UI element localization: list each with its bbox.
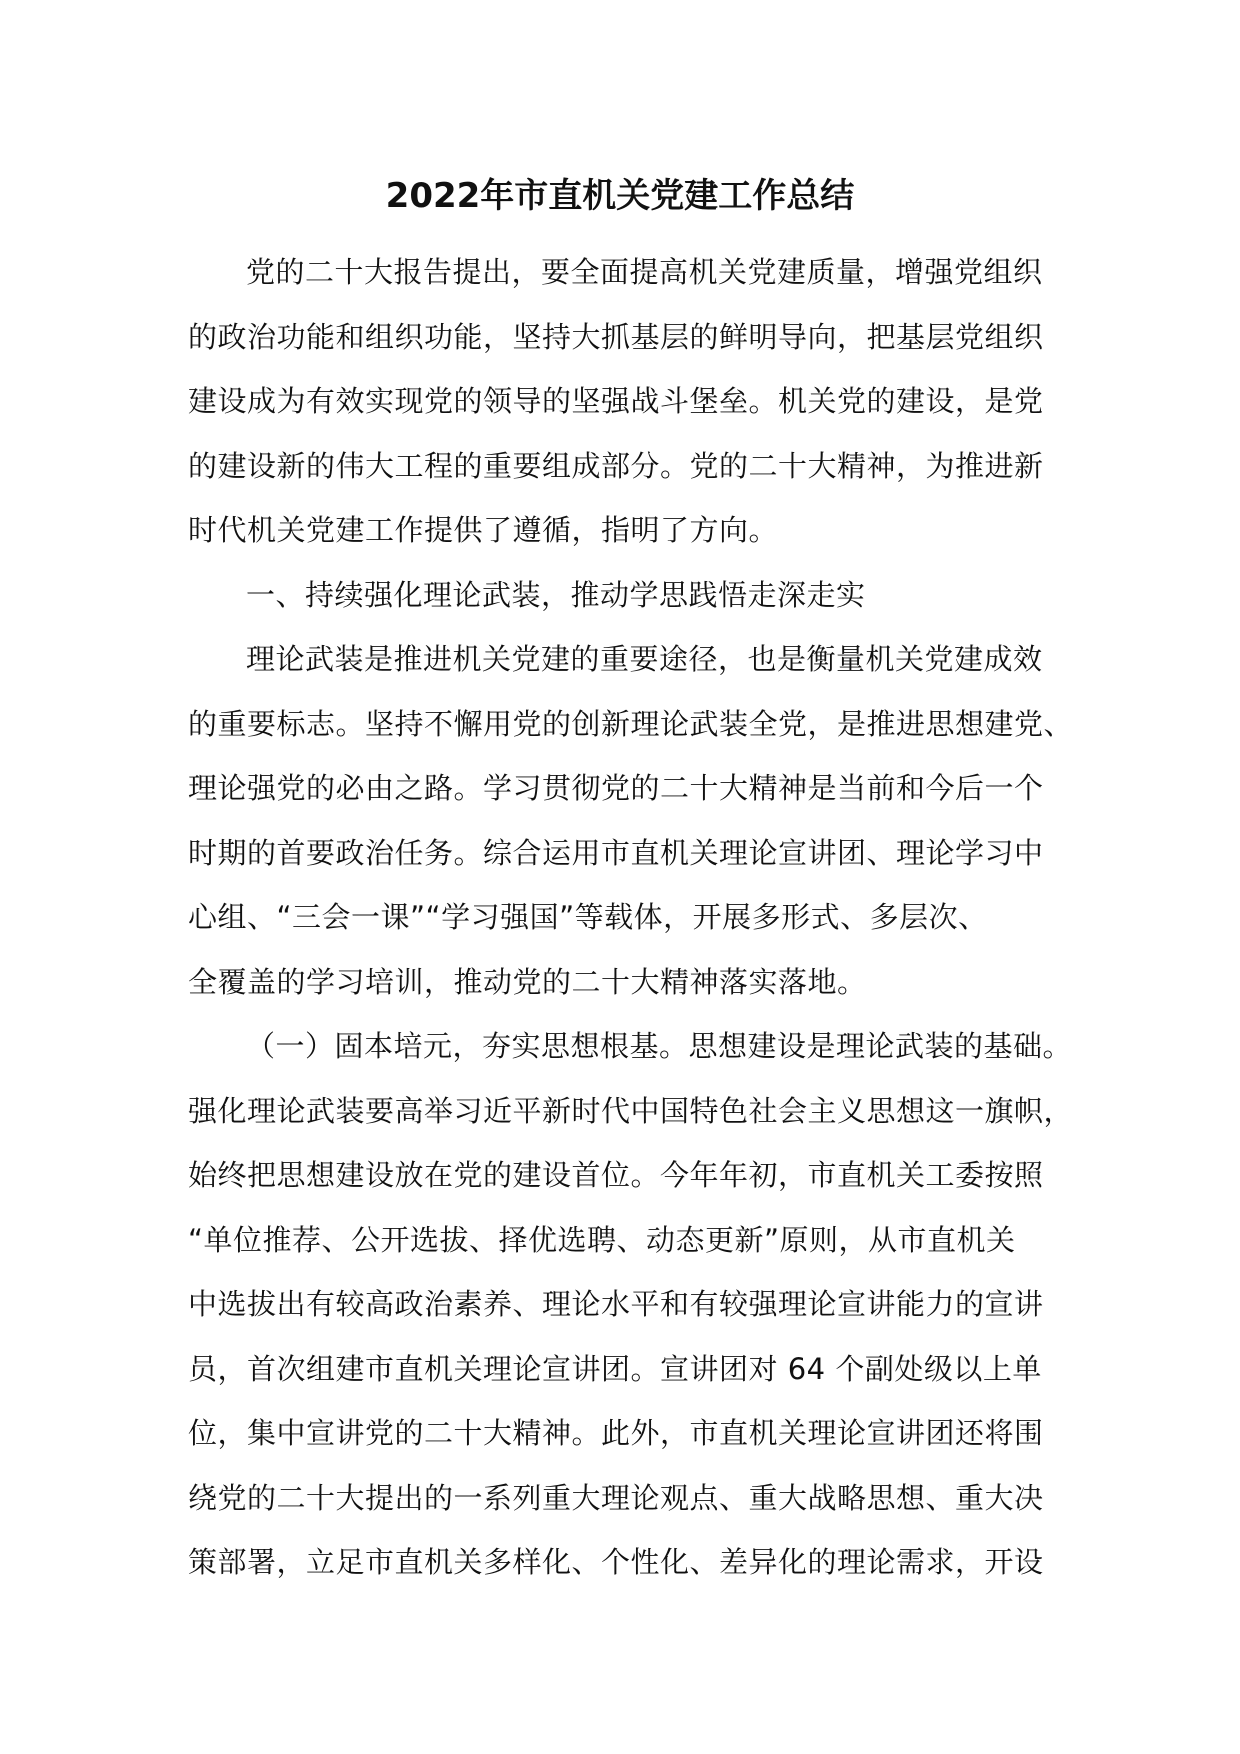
text-line: 党的二十大报告提出，要全面提高机关党建质量，增强党组织 xyxy=(246,255,1043,289)
text-line: 策部署，立足市直机关多样化、个性化、差异化的理论需求，开设 xyxy=(188,1545,1044,1579)
text-line: 的政治功能和组织功能，坚持大抓基层的鲜明导向，把基层党组织 xyxy=(188,319,1044,354)
document-title: 2022年市直机关党建工作总结 xyxy=(385,176,855,216)
text-line: （一）固本培元，夯实思想根基。思想建设是理论武装的基础。 xyxy=(246,1029,1073,1063)
text-line: 理论强党的必由之路。学习贯彻党的二十大精神是当前和今后一个 xyxy=(188,771,1044,805)
text-line: 理论武装是推进机关党建的重要途径，也是衡量机关党建成效 xyxy=(246,642,1043,676)
text-line: 一、持续强化理论武装，推动学思践悟走深走实 xyxy=(246,577,866,612)
text-line: 绕党的二十大提出的一系列重大理论观点、重大战略思想、重大决 xyxy=(188,1480,1044,1515)
text-line: 中选拔出有较高政治素养、理论水平和有较强理论宣讲能力的宣讲 xyxy=(188,1287,1044,1321)
text-line: 强化理论武装要高举习近平新时代中国特色社会主义思想这一旗帜， xyxy=(188,1093,1074,1128)
text-line: 始终把思想建设放在党的建设首位。今年年初，市直机关工委按照 xyxy=(188,1158,1044,1192)
text-line: 的建设新的伟大工程的重要组成部分。党的二十大精神，为推进新 xyxy=(188,448,1044,483)
text-line: 员，首次组建市直机关理论宣讲团。宣讲团对 64 个副处级以上单 xyxy=(188,1351,1042,1386)
text-line: 的重要标志。坚持不懈用党的创新理论武装全党，是推进思想建党、 xyxy=(188,706,1074,741)
text-line: “单位推荐、公开选拔、择优选聘、动态更新”原则，从市直机关 xyxy=(188,1222,1016,1257)
text-line: 时代机关党建工作提供了遵循，指明了方向。 xyxy=(188,513,779,547)
text-line: 建设成为有效实现党的领导的坚强战斗堡垒。机关党的建设，是党 xyxy=(188,384,1044,418)
document-body xyxy=(188,240,1088,1595)
text-line: 时期的首要政治任务。综合运用市直机关理论宣讲团、理论学习中 xyxy=(188,835,1044,870)
text-line: 位，集中宣讲党的二十大精神。此外，市直机关理论宣讲团还将围 xyxy=(188,1416,1044,1450)
text-line: 心组、“三会一课”“学习强国”等载体，开展多形式、多层次、 xyxy=(188,900,988,934)
text-line: 全覆盖的学习培训，推动党的二十大精神落实落地。 xyxy=(188,964,867,999)
